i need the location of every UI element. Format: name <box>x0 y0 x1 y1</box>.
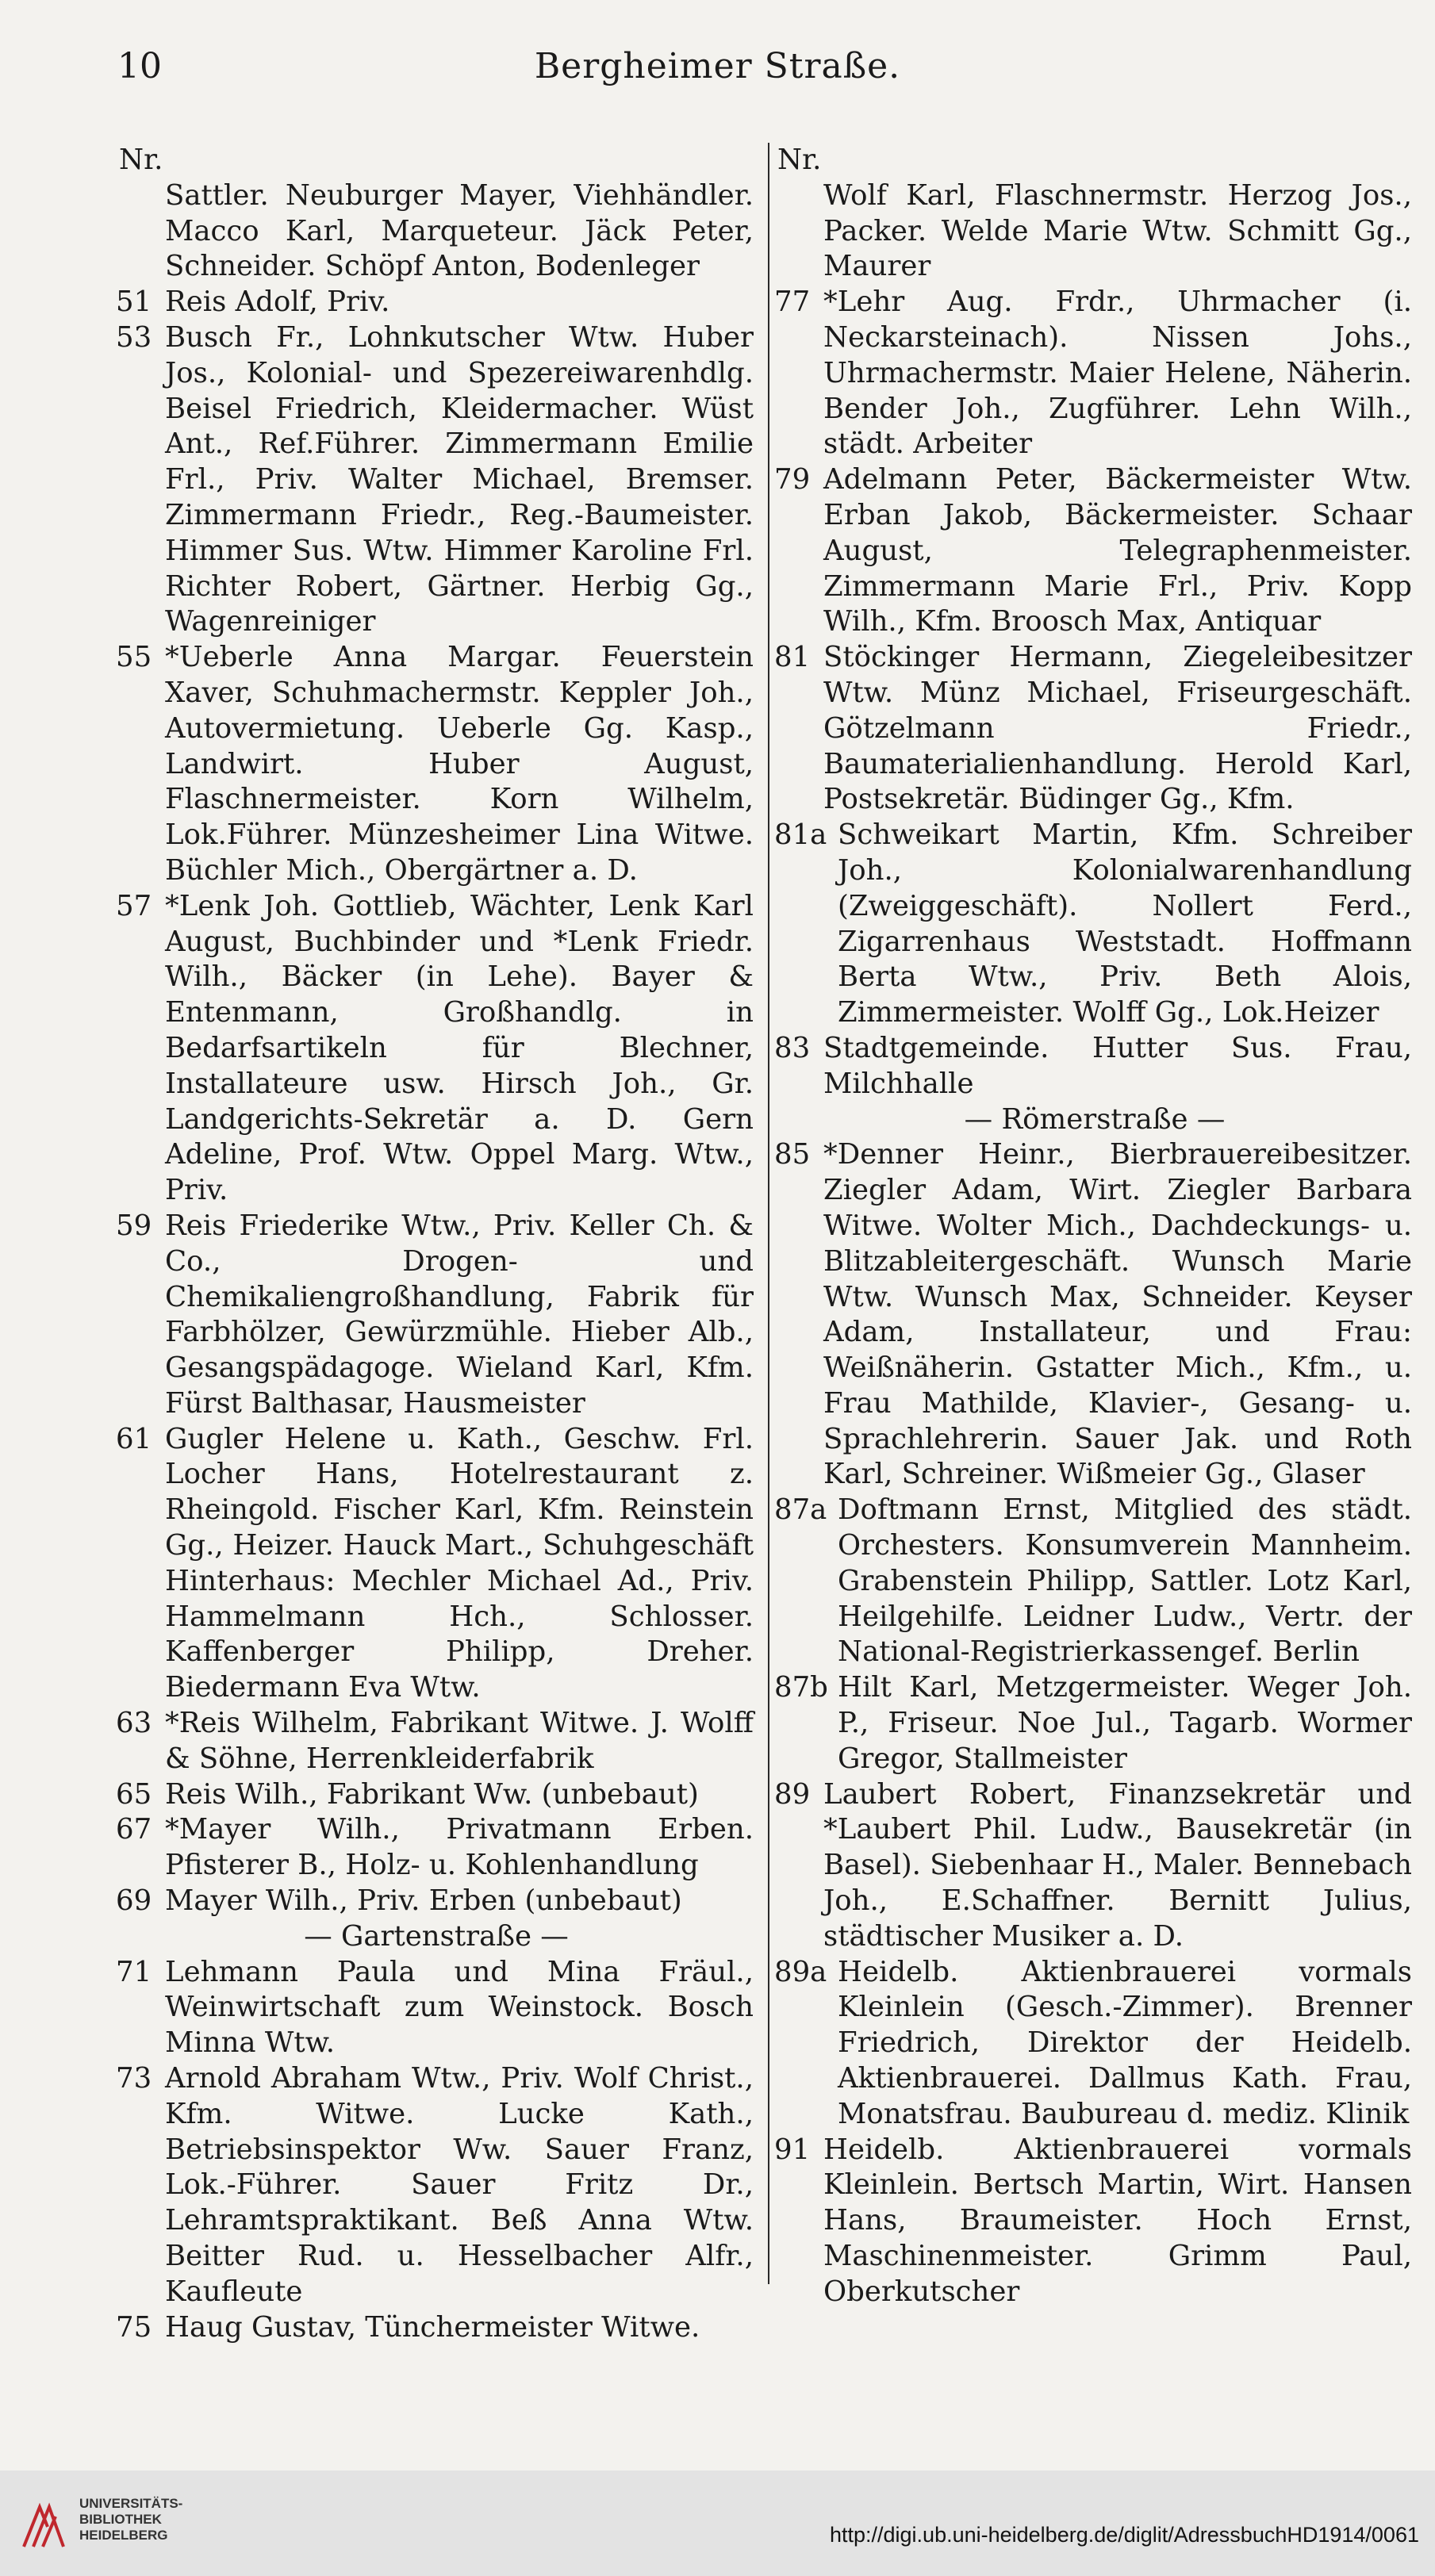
house-number: 61 <box>116 1422 152 1455</box>
resident-text: Reis Friederike Wtw., Priv. Keller Ch. & Co., Drogen- und Chemikaliengroßhandlung, Fabrik für Farbhölzer, Gewürzmühle. Hieber Alb., Gesangspädagoge. Wieland Karl, Kfm. Fürst Balthasar, Hausmeister <box>165 1209 754 1420</box>
resident-text: Sattler. Neuburger Mayer, Viehhändler. Macco Karl, Marqueteur. Jäck Peter, Schneider. Schöpf Anton, Bodenleger <box>165 178 754 283</box>
page-header <box>0 38 1435 102</box>
address-entry <box>116 1812 754 1884</box>
address-entry <box>116 1706 754 1777</box>
house-number: 55 <box>116 641 152 674</box>
footer-bar <box>0 2471 1435 2576</box>
resident-text: Gugler Helene u. Kath., Geschw. Frl. Locher Hans, Hotelrestaurant z. Rheingold. Fischer Karl, Kfm. Reinstein Gg., Heizer. Hauck Mart., Schuhgeschäft Hinterhaus: Mechler Michael Ad., Priv. Hammelmann Hch., Schlosser. Kaffenberger Philipp, Dreher. Biedermann Eva Wtw. <box>165 1422 754 1704</box>
resident-text: Stöckinger Hermann, Ziegeleibesitzer Wtw. Münz Michael, Friseurgeschäft. Götzelmann Friedr., Baumaterialienhandlung. Herold Karl, Postsekretär. Büdinger Gg., Kfm. <box>823 641 1412 816</box>
street-section-heading: — Römerstraße — <box>964 1102 1226 1136</box>
entry-list <box>116 178 754 2346</box>
resident-text: Mayer Wilh., Priv. Erben (unbebaut) <box>165 1884 682 1918</box>
address-entry <box>774 1670 1412 1777</box>
resident-text: Arnold Abraham Wtw., Priv. Wolf Christ., Kfm. Witwe. Lucke Kath., Betriebsinspektor Ww. Sauer Franz, Lok.-Führer. Sauer Fritz Dr., Lehramtspraktikant. Beß Anna Wtw. Beitter Rud. u. Hesselbacher Alfr., Kaufleute <box>165 2062 754 2308</box>
resident-text: Heidelb. Aktienbrauerei vormals Kleinlein. Bertsch Martin, Wirt. Hansen Hans, Braumeister. Hoch Ernst, Maschinenmeister. Grimm Paul, Oberkutscher <box>823 2133 1412 2308</box>
address-entry <box>116 2310 754 2346</box>
house-number: 65 <box>116 1777 152 1811</box>
house-number: 89a <box>774 1955 827 1988</box>
address-entry <box>774 285 1412 462</box>
house-number: 63 <box>116 1707 152 1740</box>
house-number: 75 <box>116 2310 152 2344</box>
address-entry <box>116 285 754 320</box>
house-number: 77 <box>774 286 811 319</box>
address-entry <box>777 178 1412 285</box>
address-entry <box>116 889 754 1209</box>
resident-text: *Denner Heinr., Bierbrauereibesitzer. Ziegler Adam, Wirt. Ziegler Barbara Witwe. Wolter Mich., Dachdeckungs- u. Blitzableitergeschäft. Wunsch Marie Wtw. Wunsch Max, Schneider. Keyser Adam, Installateur, und Frau: Weißnäherin. Gstatter Mich., Kfm., u. Frau Mathilde, Klavier-, Gesang- u. Sprachlehrerin. Sauer Jak. und Roth Karl, Schreiner. Wißmeier Gg., Glaser <box>823 1138 1412 1491</box>
house-number: 67 <box>116 1813 152 1846</box>
resident-text: Schweikart Martin, Kfm. Schreiber Joh., Kolonialwarenhandlung (Zweiggeschäft). Nollert Ferd., Zigarrenhaus Weststadt. Hoffmann Berta Wtw., Priv. Beth Alois, Zimmermeister. Wolff Gg., Lok.Heizer <box>838 818 1412 1029</box>
house-number: 83 <box>774 1031 811 1064</box>
house-number: 51 <box>116 286 152 319</box>
house-number: 57 <box>116 889 152 922</box>
library-name-line: UNIVERSITÄTS- <box>79 2496 183 2511</box>
library-name-line: BIBLIOTHEK <box>79 2512 162 2527</box>
resident-text: Stadtgemeinde. Hutter Sus. Frau, Milchhalle <box>823 1031 1412 1100</box>
library-name <box>79 2496 182 2543</box>
street-section-heading: — Gartenstraße — <box>304 1919 569 1953</box>
column-header: Nr. <box>777 144 822 176</box>
resident-text: Lehmann Paula und Mina Fräul., Weinwirtschaft zum Weinstock. Bosch Minna Wtw. <box>165 1955 754 2060</box>
address-entry <box>774 1955 1412 2133</box>
house-number: 73 <box>116 2062 152 2095</box>
page-number: 10 <box>117 46 162 86</box>
address-entry <box>116 640 754 889</box>
address-entry <box>116 1777 754 1813</box>
resident-text: Busch Fr., Lohnkutscher Wtw. Huber Jos., Kolonial- und Spezereiwarenhdlg. Beisel Friedrich, Kleidermacher. Wüst Ant., Ref.Führer. Zimmermann Emilie Frl., Priv. Walter Michael, Bremser. Zimmermann Friedr., Reg.-Baumeister. Himmer Sus. Wtw. Himmer Karoline Frl. Richter Robert, Gärtner. Herbig Gg., Wagenreiniger <box>165 320 754 638</box>
address-entry <box>119 178 754 285</box>
university-library-logo-icon <box>16 2491 71 2555</box>
resident-text: Heidelb. Aktienbrauerei vormals Kleinlein (Gesch.-Zimmer). Brenner Friedrich, Direktor der Heidelb. Aktienbrauerei. Dallmus Kath. Frau, Monatsfrau. Baubureau d. mediz. Klinik <box>838 1955 1412 2130</box>
resident-text: Laubert Robert, Finanzsekretär und *Laubert Phil. Ludw., Bausekretär (in Basel). Siebenhaar H., Maler. Bennebach Joh., E.Schaffner. Bernitt Julius, städtischer Musiker a. D. <box>823 1777 1412 1953</box>
left-column <box>116 143 754 2345</box>
house-number: 53 <box>116 320 152 354</box>
address-entry <box>116 1955 754 2061</box>
right-column <box>774 143 1412 2310</box>
resident-text: *Ueberle Anna Margar. Feuerstein Xaver, Schuhmachermstr. Keppler Joh., Autovermietung. Ueberle Gg. Kasp., Landwirt. Huber August, Flaschnermeister. Korn Wilhelm, Lok.Führer. Münzesheimer Lina Witwe. Büchler Mich., Obergärtner a. D. <box>165 641 754 887</box>
resident-text: Hilt Karl, Metzgermeister. Weger Joh. P., Friseur. Noe Jul., Tagarb. Wormer Gregor, Stallmeister <box>838 1671 1412 1775</box>
house-number: 89 <box>774 1777 811 1811</box>
house-number: 69 <box>116 1884 152 1918</box>
resident-text: *Reis Wilhelm, Fabrikant Witwe. J. Wolff & Söhne, Herrenkleiderfabrik <box>165 1707 754 1775</box>
source-url-link[interactable]: http://digi.ub.uni-heidelberg.de/diglit/AdressbuchHD1914/0061 <box>829 2523 1419 2547</box>
house-number: 85 <box>774 1138 811 1171</box>
house-number: 87b <box>774 1671 828 1704</box>
address-entry <box>774 2133 1412 2310</box>
house-number: 59 <box>116 1209 152 1242</box>
house-number: 81 <box>774 641 811 674</box>
address-entry <box>116 2061 754 2310</box>
resident-text: Reis Adolf, Priv. <box>165 286 390 319</box>
resident-text: *Lehr Aug. Frdr., Uhrmacher (i. Neckarsteinach). Nissen Johs., Uhrmachermstr. Maier Helene, Näherin. Bender Joh., Zugführer. Lehn Wilh., städt. Arbeiter <box>823 286 1412 461</box>
resident-text: Haug Gustav, Tünchermeister Witwe. <box>165 2310 700 2344</box>
address-entry <box>774 1777 1412 1955</box>
house-number: 71 <box>116 1955 152 1988</box>
house-number: 81a <box>774 818 827 852</box>
resident-text: Doftmann Ernst, Mitglied des städt. Orchesters. Konsumverein Mannheim. Grabenstein Philipp, Sattler. Lotz Karl, Heilgehilfe. Leidner Ludw., Vertr. der National-Registrierkassengef. Berlin <box>838 1493 1412 1669</box>
address-entry <box>774 818 1412 1031</box>
address-entry <box>116 1422 754 1706</box>
address-entry <box>774 1493 1412 1670</box>
address-entry <box>116 1209 754 1422</box>
address-entry <box>774 1031 1412 1102</box>
resident-text: *Mayer Wilh., Privatmann Erben. Pfisterer B., Holz- u. Kohlenhandlung <box>165 1813 754 1882</box>
house-number: 87a <box>774 1493 827 1527</box>
resident-text: Wolf Karl, Flaschnermstr. Herzog Jos., Packer. Welde Marie Wtw. Schmitt Gg., Maurer <box>823 178 1412 283</box>
library-name-line: HEIDELBERG <box>79 2528 168 2543</box>
house-number: 79 <box>774 463 811 496</box>
column-header: Nr. <box>119 144 163 176</box>
address-entry <box>774 1137 1412 1493</box>
resident-text: *Lenk Joh. Gottlieb, Wächter, Lenk Karl August, Buchbinder und *Lenk Friedr. Wilh., Bäcker (in Lehe). Bayer & Entenmann, Großhandlg. in Bedarfsartikeln für Blechner, Installateure usw. Hirsch Joh., Gr. Landgerichts-Sekretär a. D. Gern Adeline, Prof. Wtw. Oppel Marg. Wtw., Priv. <box>165 889 754 1207</box>
resident-text: Adelmann Peter, Bäckermeister Wtw. Erban Jakob, Bäckermeister. Schaar August, Telegraphenmeister. Zimmermann Marie Frl., Priv. Kopp Wilh., Kfm. Broosch Max, Antiquar <box>823 463 1412 638</box>
page-title: Bergheimer Straße. <box>534 46 901 86</box>
address-entry <box>774 640 1412 818</box>
resident-text: Reis Wilh., Fabrikant Ww. (unbebaut) <box>165 1777 699 1811</box>
house-number: 91 <box>774 2133 811 2166</box>
address-entry <box>774 462 1412 640</box>
address-entry <box>116 320 754 640</box>
address-entry <box>116 1884 754 1919</box>
column-divider <box>768 143 769 2284</box>
entry-list <box>774 178 1412 2310</box>
